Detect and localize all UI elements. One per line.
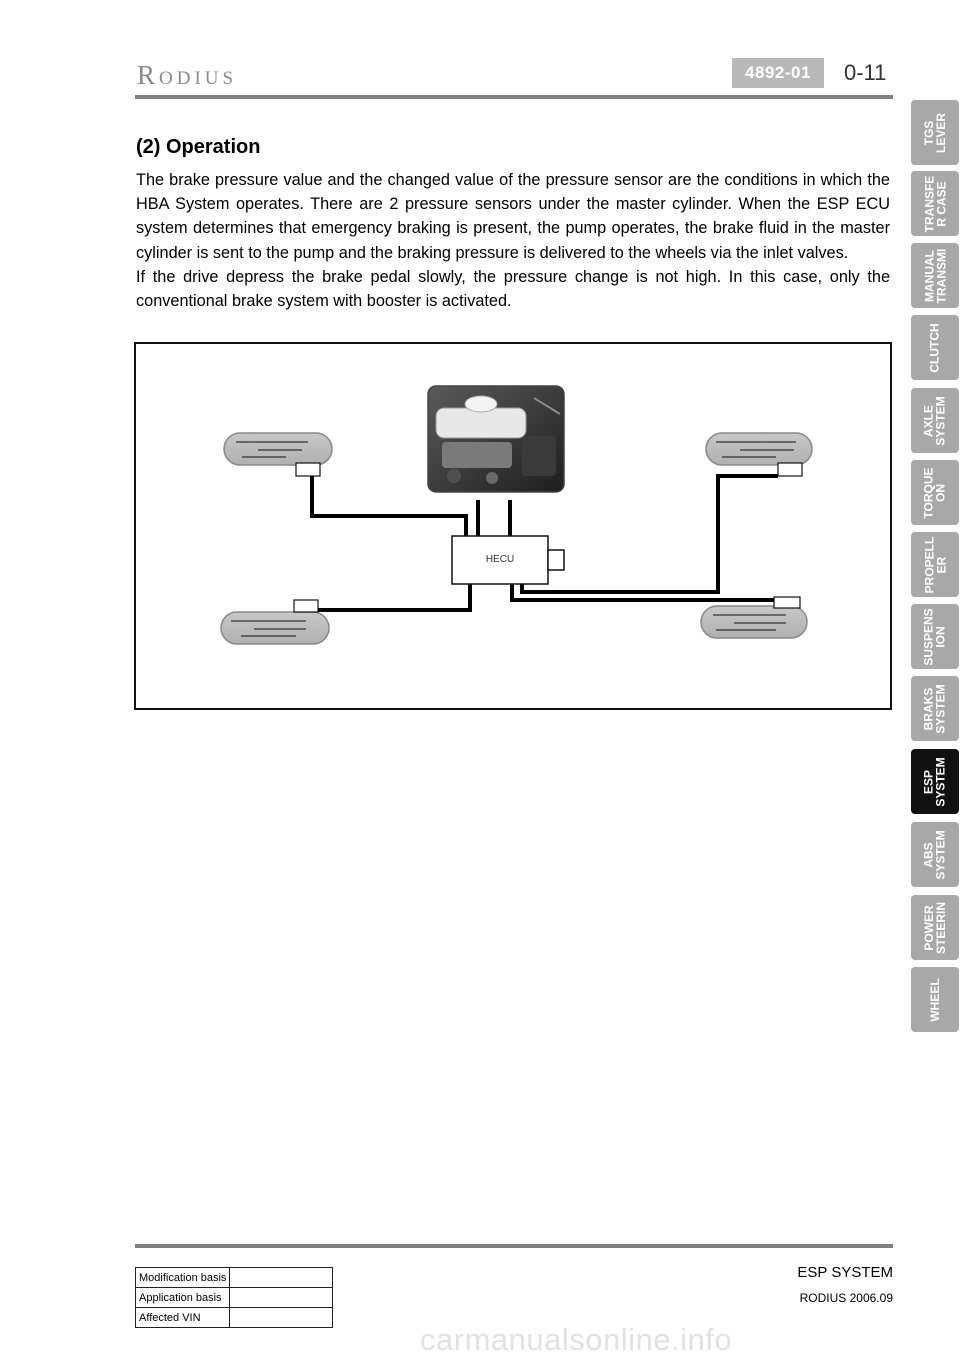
- tab-brakes-system[interactable]: [911, 676, 959, 741]
- tab-label: PROPELL ER: [922, 536, 949, 593]
- tab-label: SUSPENS ION: [922, 607, 949, 666]
- table-row: [136, 1268, 333, 1288]
- tab-wheel[interactable]: [911, 967, 959, 1032]
- page-number: 0-11: [844, 60, 887, 85]
- watermark: carmanualsonline.info: [420, 1322, 733, 1357]
- table-cell-value: [230, 1288, 333, 1308]
- footer-rule: [135, 1244, 893, 1248]
- section-title: (2) Operation: [136, 136, 261, 158]
- tab-suspension[interactable]: [911, 604, 959, 669]
- tab-label: TGS LEVER: [922, 112, 948, 153]
- tab-label: TRANSFE R CASE: [922, 175, 949, 232]
- tab-clutch[interactable]: [911, 315, 959, 380]
- tab-label: BRAKS SYSTEM: [922, 683, 948, 734]
- tab-label: ESP SYSTEM: [922, 756, 948, 807]
- wheel-rear-left: [221, 600, 329, 644]
- tab-label: MANUAL TRANSMI: [922, 248, 949, 303]
- tab-propeller[interactable]: [911, 532, 959, 597]
- table-cell-value: [230, 1308, 333, 1328]
- table-row: [136, 1308, 333, 1328]
- table-cell-label: Application basis: [136, 1288, 230, 1308]
- chapter-tabs: [909, 0, 960, 1358]
- tab-tgs-lever[interactable]: [911, 100, 959, 165]
- tab-label: POWER STEERIN: [922, 901, 949, 954]
- wheel-rear-right: [701, 597, 807, 638]
- wheel-front-right: [706, 433, 812, 476]
- table-cell-value: [230, 1268, 333, 1288]
- tab-label: WHEEL: [928, 977, 942, 1022]
- table-cell-label: Modification basis: [136, 1268, 230, 1288]
- brake-system-diagram: [134, 342, 892, 710]
- tab-label: TORQUE ON: [922, 466, 948, 519]
- tab-transfer-case[interactable]: [911, 171, 959, 236]
- tab-label: CLUTCH: [928, 322, 943, 373]
- table-row: [136, 1288, 333, 1308]
- tab-axle-system[interactable]: [911, 388, 959, 453]
- table-cell-label: Affected VIN: [136, 1308, 230, 1328]
- hecu-label: HECU: [485, 554, 515, 565]
- brand-logo: Rodius: [137, 60, 238, 90]
- diagram-svg: [136, 344, 894, 712]
- footer-model-date: RODIUS 2006.09: [799, 1291, 893, 1305]
- tab-esp-system[interactable]: [911, 749, 959, 814]
- paragraph: The brake pressure value and the changed value of the pressure sensor are the conditions in which the HBA System operates. There are 2 pressure sensors under the master cylinder. When the ESP ECU system determines that emergency braking is present, the pump operates, the brake fluid in the master cylinder is sent to the pump and the braking pressure is delivered to the wheels via the inlet valves.: [136, 171, 890, 262]
- tab-abs-system[interactable]: [911, 822, 959, 887]
- tab-torque-on[interactable]: [911, 460, 959, 525]
- body-text: [136, 168, 890, 313]
- document-code-badge: 4892-01: [732, 58, 824, 88]
- paragraph: If the drive depress the brake pedal slowly, the pressure change is not high. In this case, only the conventional brake system with booster is activated.: [136, 267, 890, 311]
- modification-table: [135, 1267, 333, 1328]
- header-rule: [135, 95, 893, 99]
- tab-label: AXLE SYSTEM: [922, 395, 948, 446]
- wheel-front-left: [224, 433, 332, 476]
- tab-label: ABS SYSTEM: [922, 829, 948, 880]
- tab-manual-transmission[interactable]: [911, 243, 959, 308]
- master-cylinder-photo: [428, 386, 564, 492]
- footer-section-title: ESP SYSTEM: [797, 1264, 893, 1281]
- tab-power-steering[interactable]: [911, 895, 959, 960]
